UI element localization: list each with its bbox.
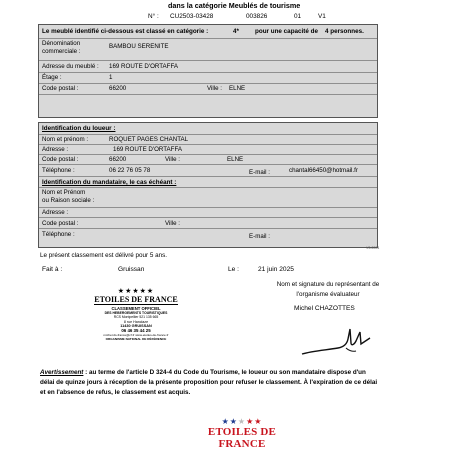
mandataire-tel-label: Téléphone : <box>42 231 75 238</box>
adresse-meuble-label: Adresse du meublé : <box>42 63 99 70</box>
loueur-nom-label: Nom et prénom : <box>42 136 89 143</box>
stamp-stars: ★★★★★ <box>117 288 155 295</box>
identification-box <box>38 122 378 248</box>
document-title: dans la catégorie Meublés de tourisme <box>168 1 301 10</box>
dossier-number: CU2503-03428 <box>170 13 214 20</box>
number-label: N° : <box>148 13 159 20</box>
code-postal-value: 66200 <box>109 85 127 92</box>
loueur-nom-value: ROQUET PAGES CHANTAL <box>109 136 189 143</box>
mandataire-email-label: E-mail : <box>249 233 270 240</box>
warning-text: : au terme de l'article D 324-4 du Code du Tourisme, le loueur ou son mandataire dispose d'un délai de quinze jours à réception de la présente proposition pour refuser le classement. À l'expiration de ce délai et en l'absence de refus, le classement est acquis. <box>40 369 378 396</box>
form-version: V3-2024 <box>366 246 380 250</box>
date-label: Le : <box>228 266 239 273</box>
page-number: 01 <box>294 13 302 20</box>
version-label: V1 <box>318 13 326 20</box>
loueur-ville-value: ELNE <box>227 156 244 163</box>
loueur-adresse-label: Adresse : <box>42 146 69 153</box>
loueur-tel-label: Téléphone : <box>42 167 75 174</box>
mandataire-nom-label: Nom et Prénom <box>42 189 86 196</box>
loueur-email-label: E-mail : <box>249 169 270 176</box>
mandataire-cp-label: Code postal : <box>42 220 79 227</box>
stamp-line-8: ORGANISME NATIONAL DE RÉFÉRENCE <box>105 337 167 341</box>
mandataire-title: Identification du mandataire, le cas échéant : <box>42 179 177 186</box>
footer-logo-text: ETOILES DE FRANCE <box>207 426 277 450</box>
validity-text: Le présent classement est délivré pour 5 ans. <box>40 252 168 259</box>
stamp-line-1: CLASSEMENT OFFICIEL <box>111 306 161 311</box>
fait-label: Fait à : <box>42 266 63 273</box>
loueur-ville-label: Ville : <box>165 156 181 163</box>
ville-label: Ville : <box>207 85 223 92</box>
warning-paragraph <box>40 368 378 398</box>
stamp-line-4: 8 rue Hanclaze <box>123 320 149 324</box>
mandataire-ville-label: Ville : <box>165 220 181 227</box>
loueur-email-value: chantal66450@hotmail.fr <box>289 167 358 174</box>
signature-caption: Nom et signature du représentant de l'organisme évaluateur <box>276 281 380 298</box>
denomination-value: BAMBOU SERENITE <box>109 43 169 50</box>
footer-logo-stars: ★★★★★ <box>221 417 263 426</box>
category-value: 4* <box>233 28 239 35</box>
meuble-box <box>38 24 378 118</box>
loueur-title: Identification du loueur : <box>42 125 116 132</box>
etage-value: 1 <box>109 74 113 81</box>
warning-label: Avertissement <box>40 369 84 376</box>
capacity-text: pour une capacité de <box>255 28 318 35</box>
denomination-label: Dénomination commerciale : <box>42 40 81 55</box>
loueur-tel-value: 06 22 76 05 78 <box>109 167 151 174</box>
footer-logo <box>186 417 298 450</box>
reference-number: 003826 <box>246 13 268 20</box>
stamp-line-5: 11430 GRUISSAN <box>120 324 152 328</box>
ville-value: ELNE <box>229 85 246 92</box>
classement-intro: Le meublé identifié ci-dessous est classé en catégorie : <box>42 28 209 35</box>
handwritten-signature <box>298 320 372 360</box>
signatory-name: Michel CHAZOTTES <box>294 305 355 312</box>
stamp-line-2: DES HEBERGEMENTS TOURISTIQUES <box>104 311 168 315</box>
organisme-stamp <box>88 287 184 359</box>
loueur-cp-label: Code postal : <box>42 156 79 163</box>
mandataire-raison-label: ou Raison sociale : <box>42 197 95 204</box>
adresse-meuble-value: 169 ROUTE D'ORTAFFA <box>109 63 179 70</box>
loueur-cp-value: 66200 <box>109 156 127 163</box>
loueur-adresse-value: 169 ROUTE D'ORTAFFA <box>113 146 183 153</box>
stamp-line-3: RCS Montpellier 521 135 665 <box>113 315 159 319</box>
stamp-line-7: michel.ds-france@cf.fr www.etoiles-de-france.fr <box>103 333 169 337</box>
etage-label: Étage : <box>42 74 62 81</box>
code-postal-label: Code postal : <box>42 85 79 92</box>
stamp-line-6: 06 46 35 44 25 <box>121 328 151 333</box>
fait-place: Gruissan <box>118 266 145 273</box>
stamp-brand: ETOILES DE FRANCE <box>94 295 178 304</box>
date-value: 21 juin 2025 <box>258 266 294 273</box>
capacity-value: 4 personnes. <box>325 28 364 35</box>
mandataire-adresse-label: Adresse : <box>42 209 69 216</box>
